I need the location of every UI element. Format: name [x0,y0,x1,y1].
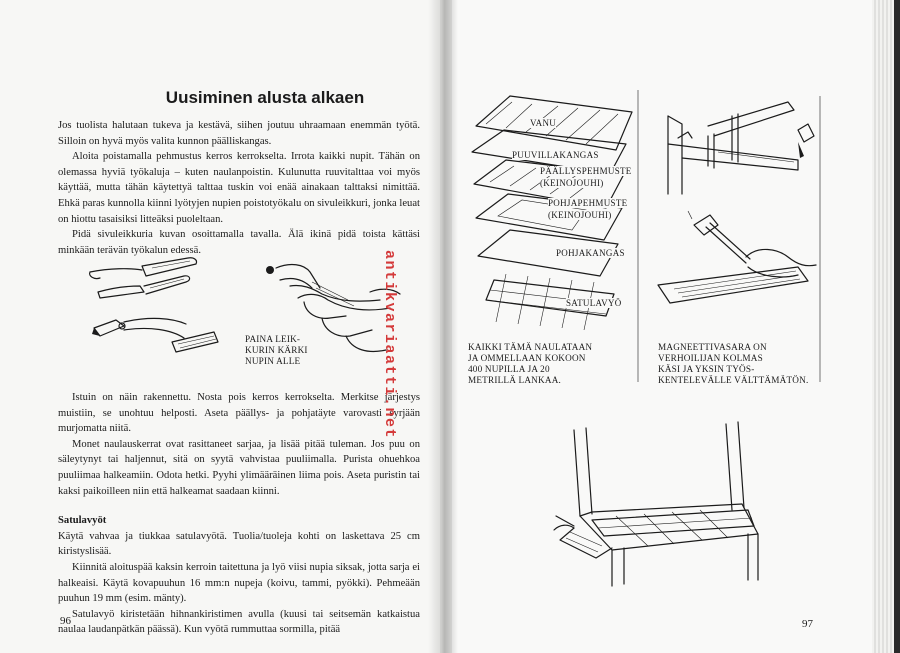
caption-line: PAINA LEIK- [245,334,301,344]
paragraph: Monet naulauskerrat ovat rasittaneet sarjaa, ja lisää pitää tuleman. Jos puu on säleytynyt tai haljennut, sitä on syytä vahvistaa puuliimalla. Purista ohuehkoa puuliimaa halkeamiin. Odota hetki. Pyyhi ylimääräinen liima pois. Aseta puristin tai kaksi paikoilleen niin että halkeamat saadaan kiinni. [58,438,420,497]
layer-label-bottom-padding-sub: (KEINOJOUHI) [548,210,612,220]
caption-line: KENTELEVÄLLE VÄLTTÄMÄTÖN. [658,375,809,385]
right-page [452,0,872,653]
caption-line: MAGNEETTIVASARA ON [658,342,767,352]
layer-label-bottom-padding: POHJAPEHMUSTE [548,198,628,208]
book-gutter [428,0,458,653]
tools-illustration [80,250,230,360]
caption-line: 400 NUPILLA JA 20 [468,364,550,374]
body-text [58,390,420,638]
section-subheading: Satulavyöt [58,515,107,527]
paragraph: Kiinnitä aloituspää kaksin kerroin taitettuna ja lyö viisi nupia siksak, jotta sarja ei halkeaisi. Käytä kovapuuhun 16 mm:n nupeja (koivu, tammi, pyökki). Pehmeään puuhun 19 mm (esim. mänty). [58,561,420,605]
clamp-illustration [648,96,818,196]
paragraph: Satulavyö kiristetään hihnankiristimen avulla (kuusi tai seitsemän katkaistua naulaa laudanpätkän päässä). Kun vyötä rummuttaa sormilla, pitää [58,608,420,636]
caption-line: VERHOILIJAN KOLMAS [658,353,763,363]
caption-line: KURIN KÄRKI [245,345,308,355]
layer-label-base-fabric: POHJAKANGAS [556,248,625,258]
layer-label-top-padding-sub: (KEINOJOUHI) [540,178,604,188]
hammer-illustration [648,205,818,335]
paragraph: Aloita poistamalla pehmustus kerros kerrokselta. Irrota kaikki nupit. Tähän on olemassa hyviä työkaluja – kuten naulanpoistin. Kulunutta ruuvitalttaa voi myös käyttää, mutta tähän käytettyä talttaa tuskin voi enää ainakaan talttaksi nimittää. Ehkä paras kunnolla kiinni lyötyjen nupien poistotyökalu on sivuleikkuri, jonka leuat on hiottu tasaisiksi litteäksi puoleltaan. [58,151,420,225]
layer-label-cotton: PUUVILLAKANGAS [512,150,599,160]
page-number-left: 96 [60,615,71,627]
paragraph: Istuin on näin rakennettu. Nosta pois kerros kerrokselta. Merkitse järjestys muistiin, se unohtuu helposti. Aseta päällys- ja pohjatäyte varovasti syrjään murjomatta niitä. [58,392,420,435]
paragraph: Jos tuolista halutaan tukeva ja kestävä, siihen joutuu uhraamaan enemmän työtä. Silloin on hyvä myös valita kunnon päälliskangas. [58,120,420,147]
paragraph: Käytä vahvaa ja tiukkaa satulavyötä. Tuolia/tuoleja kohti on laskettava 25 cm kiristyslisää. [58,530,420,558]
paragraph: Pidä sivuleikkuria kuvan osoittamalla tavalla. Älä ikinä pidä toista kättäsi minkään terävän työkalun edessä. [58,229,420,256]
layer-label-vanu: VANU [530,118,557,128]
tool-figure-caption [245,334,308,367]
hammer-caption [658,342,808,386]
layer-label-top-padding: PÄÄLLYSPEHMUSTE [540,166,632,176]
intro-text [58,118,420,258]
left-page [0,0,440,653]
layer-label-webbing: SATULAVYÖ [566,298,622,308]
background-edge [894,0,900,653]
page-title: Uusiminen alusta alkaen [165,88,365,107]
caption-line: METRILLÄ LANKAA. [468,375,562,385]
chair-webbing-illustration [552,420,792,590]
page-number-right: 97 [802,618,813,630]
caption-line: NUPIN ALLE [245,356,301,366]
caption-line: JA OMMELLAAN KOKOON [468,353,586,363]
watermark-text: antikvariaatti.net [381,250,398,440]
caption-line: KÄSI JA YKSIN TYÖS- [658,364,755,374]
caption-line: KAIKKI TÄMÄ NAULATAAN [468,342,593,352]
